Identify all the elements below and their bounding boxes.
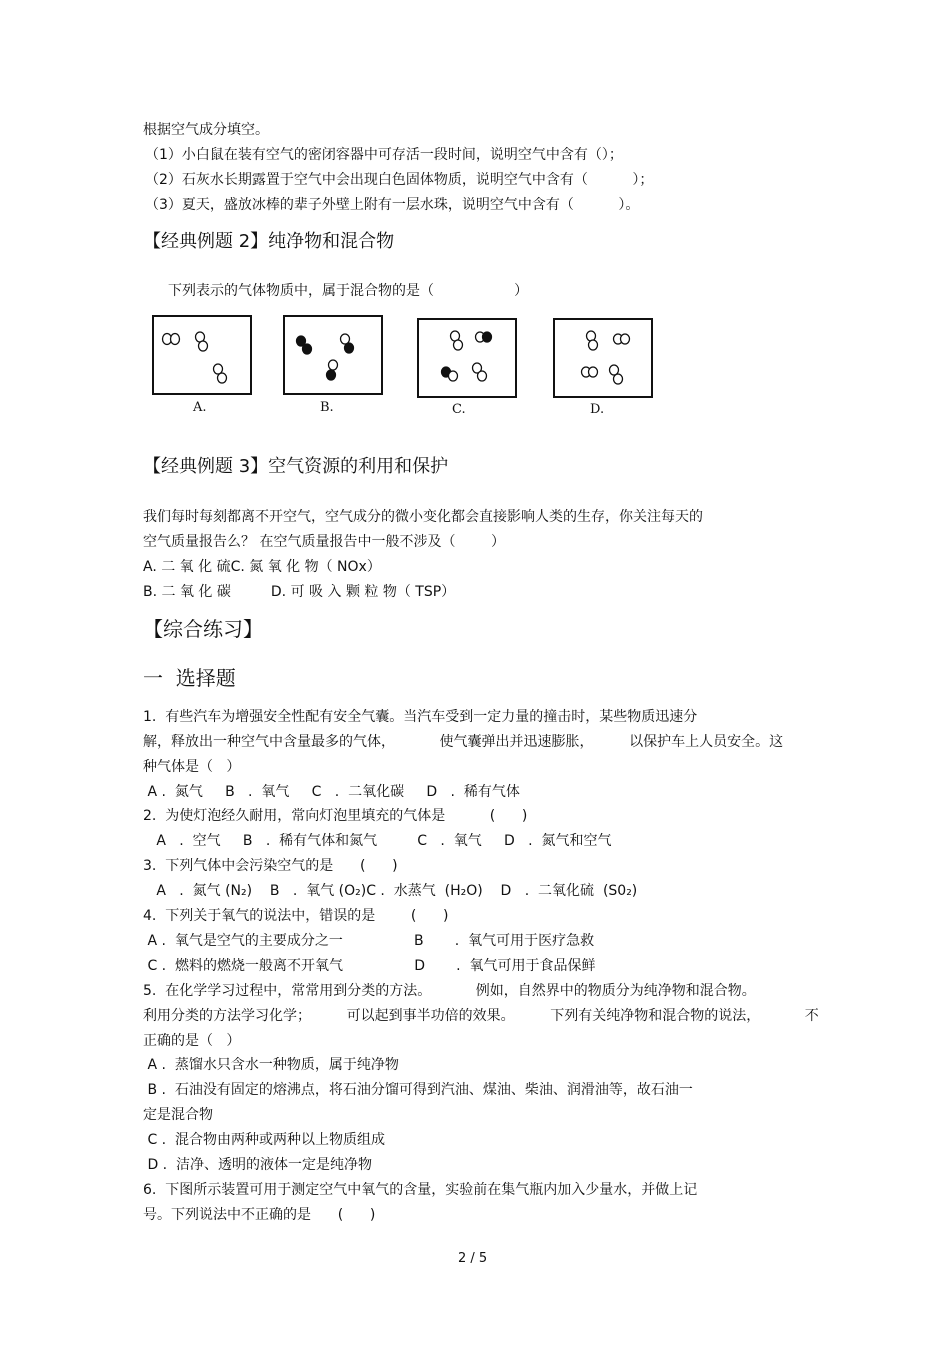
fill-blank-q2: （2）石灰水长期露置于空气中会出现白色固体物质，说明空气中含有（ ）； <box>145 172 654 188</box>
q4-options-ab: A . 氧气是空气的主要成分之一 B . 氧气可用于医疗急救 <box>143 933 595 949</box>
q3-stem: 3. 下列气体中会污染空气的是 ( ) <box>143 858 398 874</box>
q3-options: A . 氮气 (N₂) B . 氧气 (O₂)C . 水蒸气 (H₂O) D . 二氧化硫 (S0₂) <box>143 883 638 899</box>
q5-option-d: D . 洁净、透明的液体一定是纯净物 <box>143 1157 373 1173</box>
q2-stem: 2. 为使灯泡经久耐用，常向灯泡里填充的气体是 ( ) <box>143 808 528 824</box>
fill-blank-q1: （1）小白鼠在装有空气的密闭容器中可存活一段时间，说明空气中含有（）； <box>145 147 623 163</box>
option-label-b: B. <box>320 400 334 415</box>
molecule-diagram-c <box>419 320 515 396</box>
page-number: 2 / 5 <box>458 1251 488 1266</box>
practice-title: 【综合练习】 <box>143 617 263 641</box>
q5-line-3: 正确的是（ ） <box>143 1033 241 1049</box>
example2-title: 【经典例题 2】纯净物和混合物 <box>143 231 395 252</box>
q4-stem: 4. 下列关于氧气的说法中，错误的是 ( ) <box>143 908 449 924</box>
example3-title: 【经典例题 3】空气资源的利用和保护 <box>143 456 449 477</box>
molecule-diagram-b <box>285 317 381 393</box>
molecule-box-a <box>152 315 252 395</box>
molecule-box-d <box>553 318 653 398</box>
option-label-d: D. <box>590 402 605 417</box>
example3-option-a: A. 二 氧 化 硫C. 氮 氧 化 物（ NOx） <box>143 559 381 575</box>
q5-option-b: B . 石油没有固定的熔沸点，将石油分馏可得到汽油、煤油、柴油、润滑油等，故石油一 <box>143 1082 693 1098</box>
q1-options: A . 氮气 B . 氧气 C . 二氧化碳 D . 稀有气体 <box>143 784 520 800</box>
q5-option-c: C . 混合物由两种或两种以上物质组成 <box>143 1132 386 1148</box>
option-label-a: A. <box>193 400 207 415</box>
option-label-c: C. <box>452 402 466 417</box>
section-title: 一 选择题 <box>143 666 236 690</box>
molecule-diagram-a <box>154 317 250 393</box>
q2-options: A . 空气 B . 稀有气体和氮气 C . 氧气 D . 氮气和空气 <box>143 833 612 849</box>
fill-blank-intro: 根据空气成分填空。 <box>143 122 269 138</box>
q1-line-3: 种气体是（ ） <box>143 759 241 775</box>
example3-line-2: 空气质量报告么？ 在空气质量报告中一般不涉及（ ） <box>143 534 506 550</box>
q1-line-1: 1. 有些汽车为增强安全性配有安全气囊。当汽车受到一定力量的撞击时，某些物质迅速分 <box>143 709 698 725</box>
molecule-diagram-d <box>555 320 651 396</box>
molecule-box-b <box>283 315 383 395</box>
q5-option-a: A . 蒸馏水只含水一种物质，属于纯净物 <box>143 1057 399 1073</box>
q5-option-b-cont: 定是混合物 <box>143 1107 213 1123</box>
q5-line-1: 5. 在化学学习过程中，常常用到分类的方法。 例如，自然界中的物质分为纯净物和混合物。 <box>143 983 756 999</box>
q6-line-1: 6. 下图所示装置可用于测定空气中氧气的含量，实验前在集气瓶内加入少量水，并做上记 <box>143 1182 698 1198</box>
molecule-box-c <box>417 318 517 398</box>
example3-line-1: 我们每时每刻都离不开空气，空气成分的微小变化都会直接影响人类的生存，你关注每天的 <box>143 509 703 525</box>
example3-option-b: B. 二 氧 化 碳 D. 可 吸 入 颗 粒 物（ TSP） <box>143 584 456 600</box>
example2-question: 下列表示的气体物质中，属于混合物的是（ ） <box>168 283 529 299</box>
q4-options-cd: C . 燃料的燃烧一般离不开氧气 D . 氧气可用于食品保鲜 <box>143 958 596 974</box>
q6-line-2: 号。下列说法中不正确的是 ( ) <box>143 1207 376 1223</box>
q1-line-2: 解，释放出一种空气中含量最多的气体， 使气囊弹出并迅速膨胀， 以保护车上人员安全。这 <box>143 734 784 750</box>
fill-blank-q3: （3）夏天，盛放冰棒的辈子外壁上附有一层水珠，说明空气中含有（ ）。 <box>145 197 640 213</box>
q5-line-2: 利用分类的方法学习化学； 可以起到事半功倍的效果。 下列有关纯净物和混合物的说法， 不 <box>143 1008 819 1024</box>
